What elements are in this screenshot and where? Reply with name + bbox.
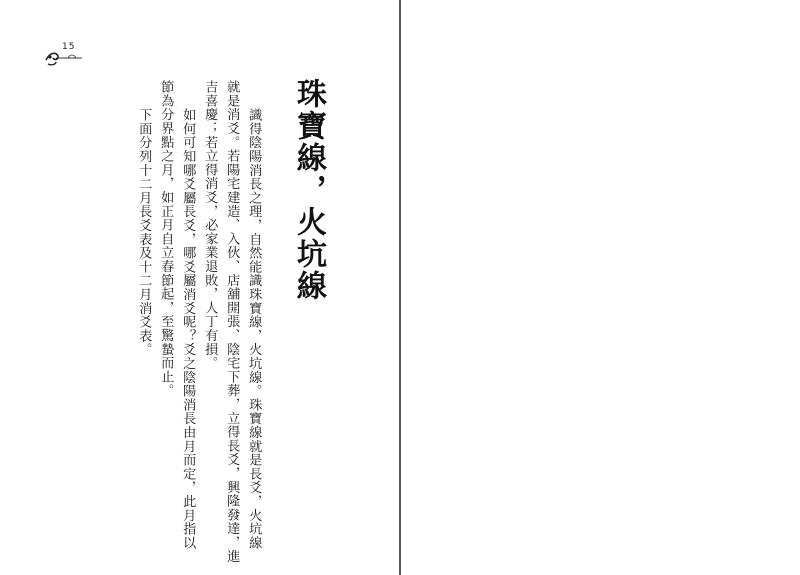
article-title: 珠寶線，火坑線 bbox=[291, 78, 326, 302]
left-page bbox=[0, 0, 399, 575]
body-column-4: 如何可知哪爻屬長爻，哪爻屬消爻呢？爻之陰陽消長由月而定，此月指以 bbox=[180, 108, 196, 550]
body-column-1: 識得陰陽消長之理，自然能識珠寶線，火坑線。珠寶線就是長爻，火坑線 bbox=[246, 108, 262, 550]
body-column-2: 就是消爻。若陽宅建造、入伙、店舖開張、陰宅下葬，立得長爻，興隆發達，進 bbox=[224, 80, 240, 563]
body-column-6: 下面分列十二月長爻表及十二月消爻表。 bbox=[136, 108, 152, 357]
page-number: 15 bbox=[62, 42, 76, 52]
body-column-5: 節為分界點之月，如正月自立春節起，至驚蟄而止。 bbox=[158, 80, 174, 398]
right-page-blank bbox=[402, 0, 800, 575]
body-column-3: 吉喜慶；若立得消爻，必家業退敗，人丁有損。 bbox=[202, 80, 218, 370]
page-gutter bbox=[399, 0, 401, 575]
